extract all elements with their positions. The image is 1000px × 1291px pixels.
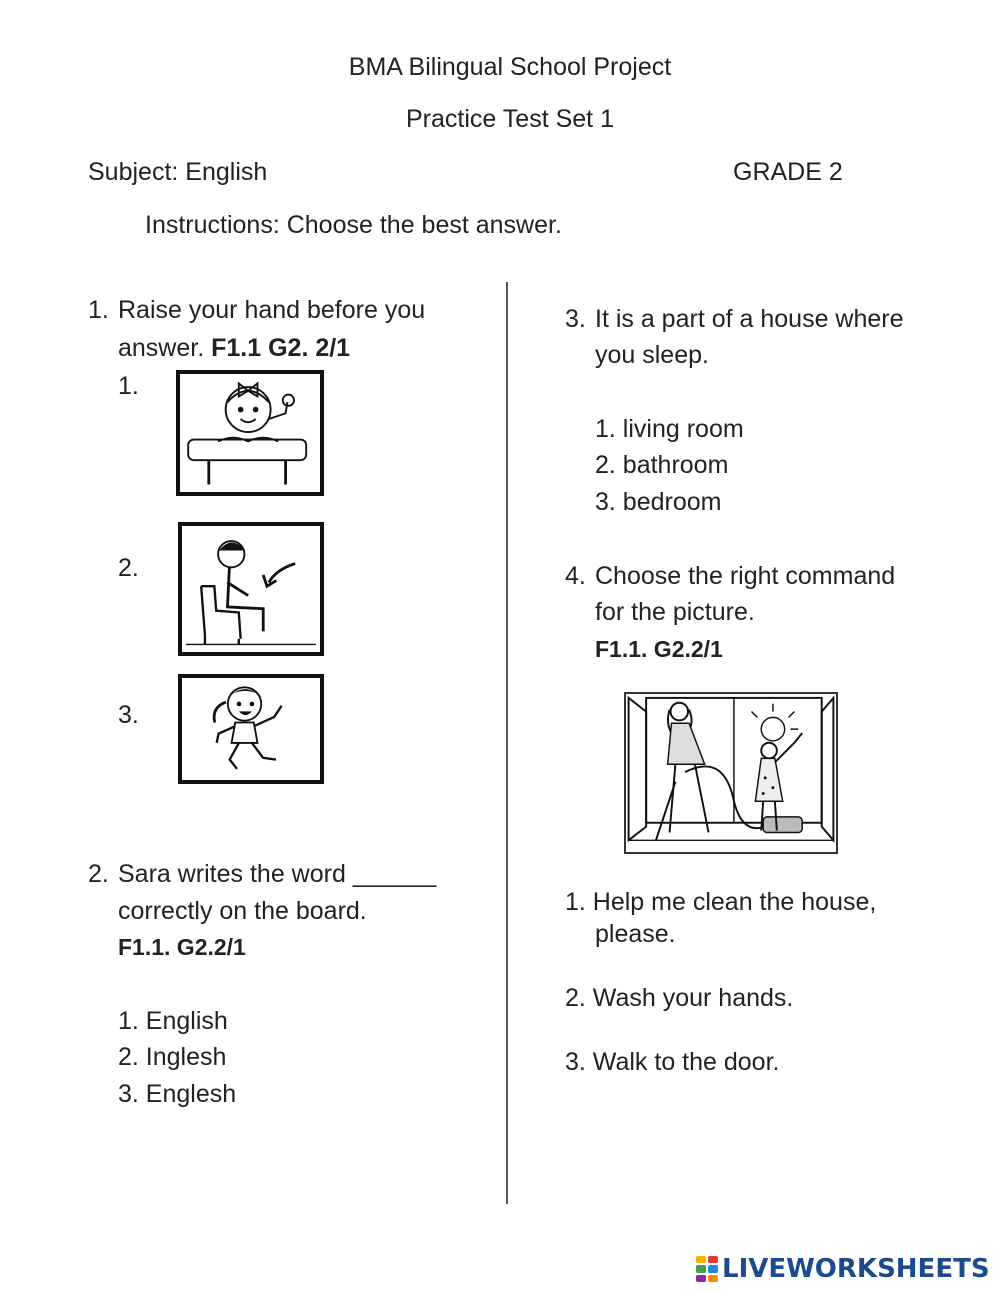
logo-cell	[696, 1275, 706, 1282]
question-text-line: correctly on the board.	[118, 897, 367, 925]
question-text-line: for the picture.	[595, 598, 755, 626]
question-number: 4.	[565, 562, 586, 590]
question-text: answer.	[118, 334, 205, 362]
question-text-line: It is a part of a house where	[595, 305, 904, 333]
brand-text: LIVEWORKSHEETS	[722, 1254, 990, 1284]
answer-option-2[interactable]: 2. bathroom	[595, 451, 729, 479]
logo-cell	[696, 1256, 706, 1263]
test-set-title: Practice Test Set 1	[406, 105, 614, 133]
answer-option-3[interactable]: 3. Englesh	[118, 1080, 237, 1108]
curriculum-code: F1.1. G2.2/1	[118, 934, 246, 960]
answer-option-3[interactable]: 3. bedroom	[595, 488, 722, 516]
subject-label: Subject: English	[88, 158, 268, 186]
option-label[interactable]: 2.	[118, 554, 139, 582]
answer-option-1[interactable]: 1. Help me clean the house,	[565, 888, 877, 916]
column-divider	[506, 282, 508, 1204]
instructions: Instructions: Choose the best answer.	[145, 211, 562, 239]
school-title: BMA Bilingual School Project	[348, 53, 672, 81]
girl-at-desk-raising-hand-picture[interactable]	[176, 370, 324, 496]
question-text-line: Raise your hand before you	[118, 296, 426, 324]
logo-cell	[696, 1265, 706, 1272]
answer-option-1-continued[interactable]: please.	[595, 920, 676, 948]
question-text-line: Choose the right command	[595, 562, 896, 590]
liveworksheets-logo-icon	[696, 1256, 718, 1282]
question-text-line: you sleep.	[595, 341, 709, 369]
girl-jumping-picture[interactable]	[178, 674, 324, 784]
question-number: 2.	[88, 860, 109, 888]
curriculum-code: F1.1 G2. 2/1	[211, 334, 351, 362]
curriculum-code: F1.1. G2.2/1	[595, 636, 723, 662]
question-number: 3.	[565, 305, 586, 333]
boy-sitting-down-picture[interactable]	[178, 522, 324, 656]
question-text-line-2	[118, 336, 350, 361]
answer-option-1[interactable]: 1. English	[118, 1007, 228, 1035]
answer-option-1[interactable]: 1. living room	[595, 415, 744, 443]
option-label[interactable]: 1.	[118, 372, 139, 400]
answer-option-3[interactable]: 3. Walk to the door.	[565, 1048, 780, 1076]
logo-cell	[708, 1275, 718, 1282]
liveworksheets-brand	[696, 1252, 990, 1286]
question-number: 1.	[88, 296, 109, 324]
answer-option-2[interactable]: 2. Wash your hands.	[565, 984, 794, 1012]
logo-cell	[708, 1256, 718, 1263]
option-label[interactable]: 3.	[118, 701, 139, 729]
grade-label: GRADE 2	[733, 158, 843, 186]
mother-vacuuming-girl-cleaning-window-picture	[624, 692, 838, 854]
question-text-line: Sara writes the word ______	[118, 860, 437, 888]
logo-cell	[708, 1265, 718, 1272]
answer-option-2[interactable]: 2. Inglesh	[118, 1043, 227, 1071]
